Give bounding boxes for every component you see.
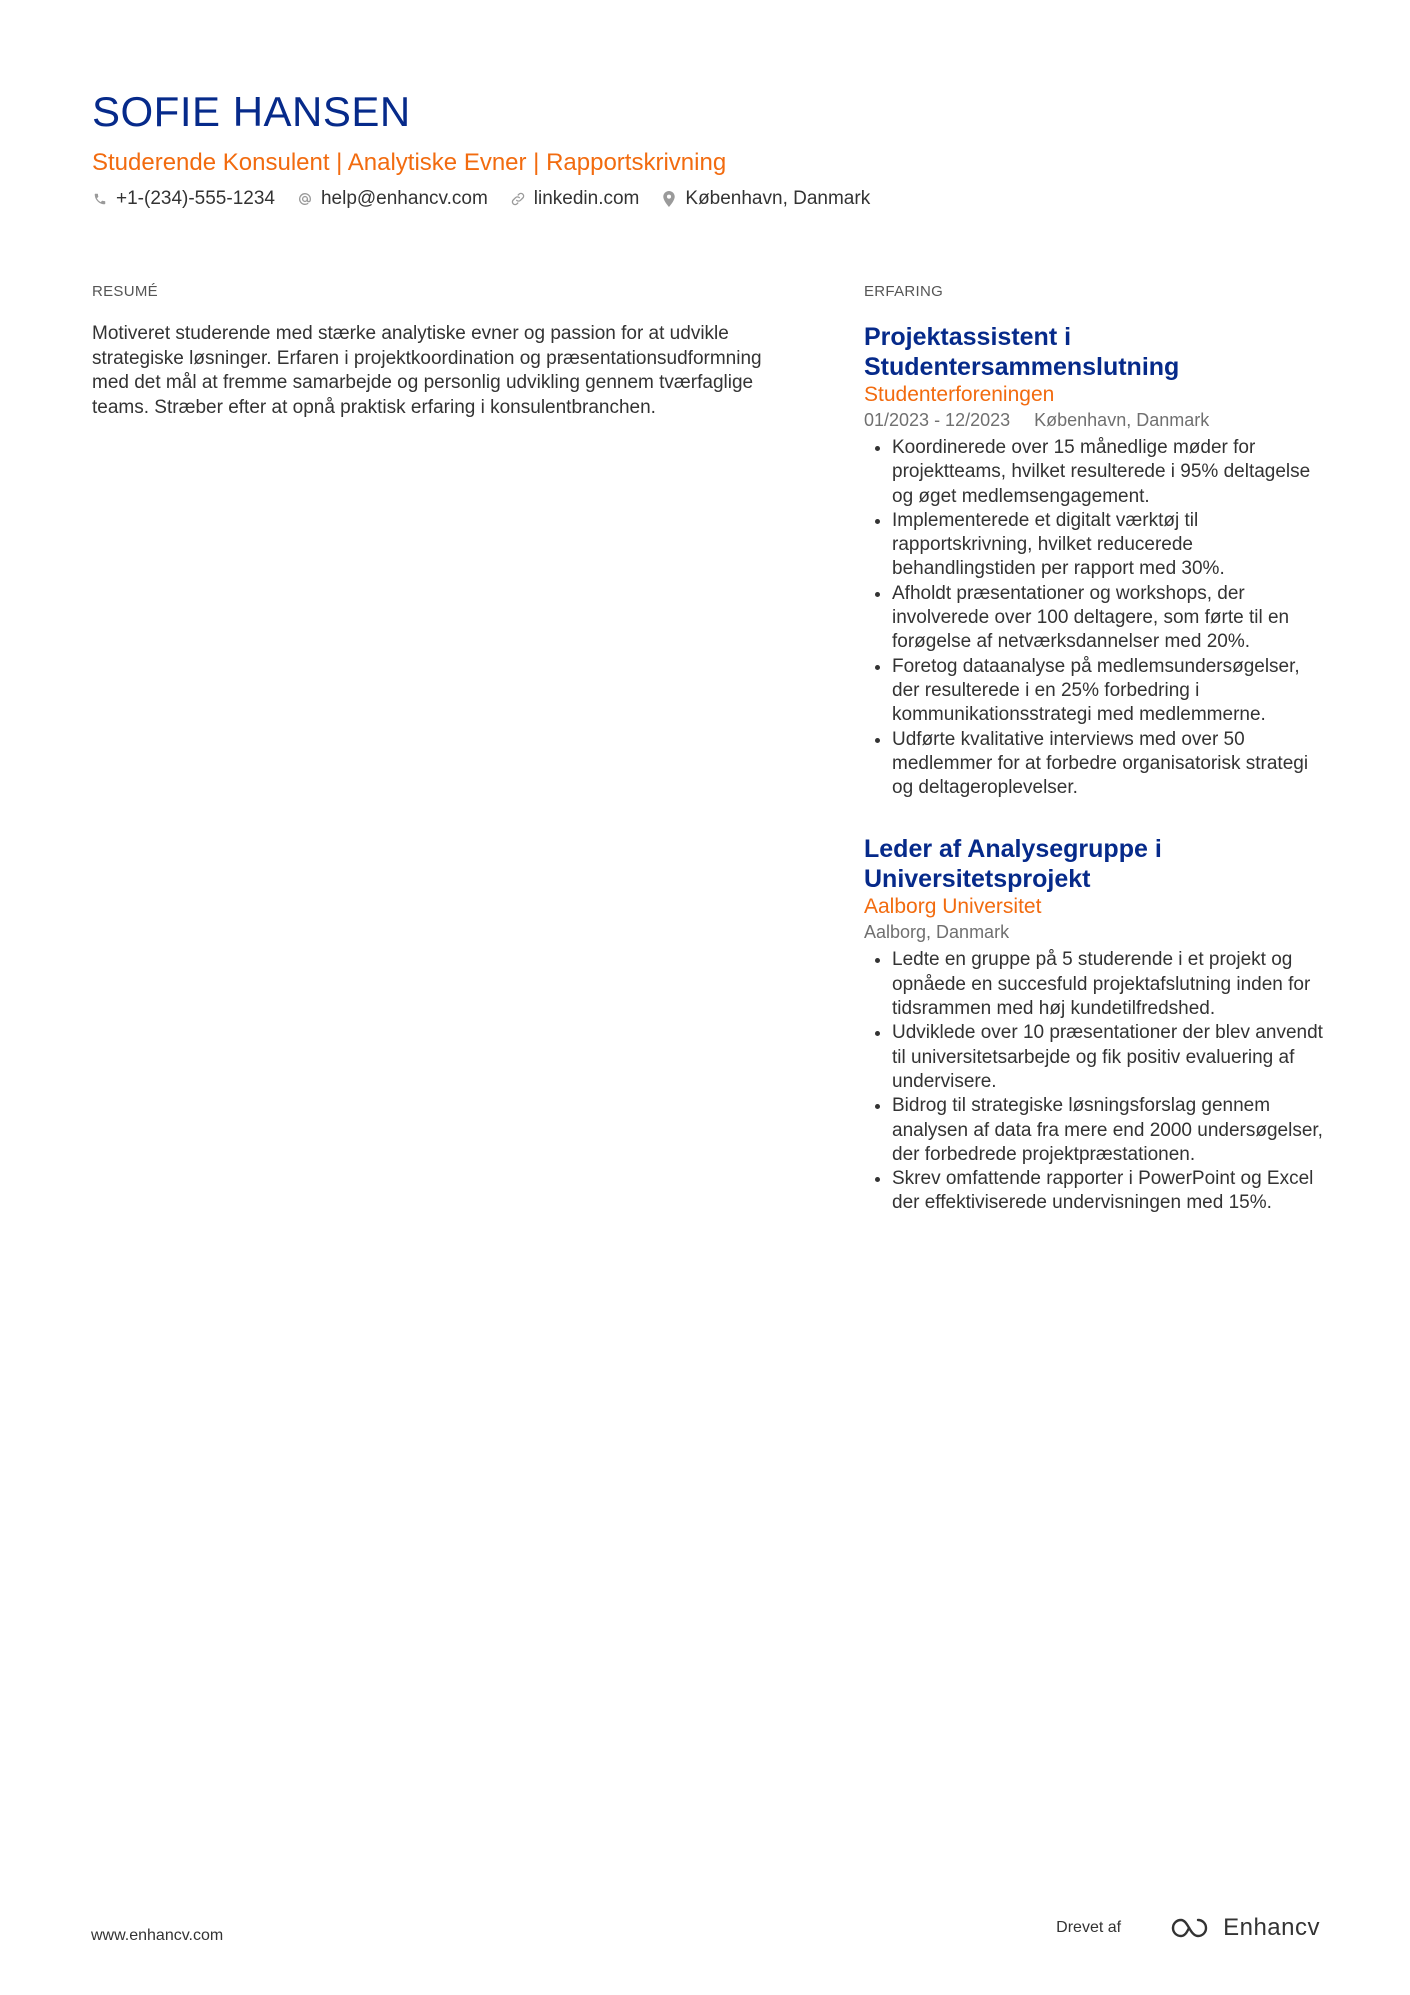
summary-text: Motiveret studerende med stærke analytiske evner og passion for at udvikle strategiske løsninger. Erfaren i projektkoordination og præsentationsudformning med det mål at fremme samarbejde og personlig udvikling gennem tværfaglige teams. Stræber efter at opnå praktisk erfaring i konsulentbranchen. bbox=[92, 323, 762, 418]
job-bullet: Afholdt præsentationer og workshops, der involverede over 100 deltagere, som førte til en forøgelse af netværksdannelser med 20%. bbox=[864, 582, 1324, 655]
experience-section-title: ERFARING bbox=[864, 283, 944, 300]
job-bullet: Udførte kvalitative interviews med over 50 medlemmer for at forbedre organisatorisk strategi og deltageroplevelser. bbox=[864, 728, 1324, 801]
job-meta bbox=[864, 920, 1324, 944]
resume-header bbox=[92, 86, 1322, 212]
footer-brand bbox=[1056, 1914, 1320, 1942]
powered-by-text: Drevet af bbox=[1056, 1919, 1122, 1936]
candidate-name: SOFIE HANSEN bbox=[92, 88, 411, 135]
contact-location bbox=[661, 186, 870, 212]
right-column bbox=[864, 282, 1324, 1250]
footer-url[interactable]: www.enhancv.com bbox=[91, 1927, 224, 1944]
brand-logo[interactable] bbox=[1169, 1914, 1320, 1942]
left-column bbox=[92, 282, 792, 420]
location-pin-icon bbox=[661, 191, 677, 207]
job-bullet: Foretog dataanalyse på medlemsundersøgelser, der resulterede i en 25% forbedring i kommunikationsstrategi med medlemmerne. bbox=[864, 655, 1324, 728]
phone-text: +1-(234)-555-1234 bbox=[116, 188, 275, 209]
location-text: København, Danmark bbox=[685, 188, 871, 209]
contact-info bbox=[92, 186, 1322, 212]
job-bullets bbox=[864, 948, 1324, 1215]
job-bullet: Skrev omfattende rapporter i PowerPoint og Excel der effektiviserede undervisningen med 15%. bbox=[864, 1167, 1324, 1216]
email-text: help@enhancv.com bbox=[320, 188, 488, 209]
summary-section-title: RESUMÉ bbox=[92, 283, 158, 300]
job-meta bbox=[864, 408, 1324, 432]
job-bullets bbox=[864, 436, 1324, 800]
job-entry bbox=[864, 322, 1324, 800]
job-bullet: Implementerede et digitalt værktøj til rapportskrivning, hvilket reducerede behandlingstiden per rapport med 30%. bbox=[864, 509, 1324, 582]
brand-name: Enhancv bbox=[1223, 1914, 1320, 1941]
contact-phone bbox=[92, 186, 275, 212]
job-bullet: Koordinerede over 15 månedlige møder for projektteams, hvilket resulterede i 95% deltagelse og øget medlemsengagement. bbox=[864, 436, 1324, 509]
job-dates: 01/2023 - 12/2023 bbox=[864, 410, 1011, 430]
job-bullet: Ledte en gruppe på 5 studerende i et projekt og opnåede en succesfuld projektafslutning inden for tidsrammen med høj kundetilfredshed. bbox=[864, 948, 1324, 1021]
linkedin-text: linkedin.com bbox=[533, 188, 640, 209]
contact-email[interactable] bbox=[297, 186, 488, 212]
job-company: Aalborg Universitet bbox=[864, 895, 1042, 919]
job-bullet: Udviklede over 10 præsentationer der blev anvendt til universitetsarbejde og fik positiv evaluering af undervisere. bbox=[864, 1021, 1324, 1094]
job-title: Projektassistent i Studentersammenslutning bbox=[864, 323, 1180, 381]
candidate-tagline: Studerende Konsulent | Analytiske Evner | Rapportskrivning bbox=[92, 149, 727, 176]
job-company: Studenterforeningen bbox=[864, 383, 1055, 406]
job-title: Leder af Analysegruppe i Universitetsprojekt bbox=[864, 835, 1162, 894]
link-icon bbox=[510, 191, 526, 207]
enhancv-logo-icon bbox=[1169, 1915, 1215, 1941]
job-location: Aalborg, Danmark bbox=[864, 922, 1010, 943]
job-entry bbox=[864, 834, 1324, 1215]
phone-icon bbox=[92, 191, 108, 207]
job-bullet: Bidrog til strategiske løsningsforslag gennem analysen af data fra mere end 2000 undersøgelser, der forbedrede projektpræstationen. bbox=[864, 1094, 1324, 1167]
contact-linkedin[interactable] bbox=[510, 186, 640, 212]
job-location: København, Danmark bbox=[1034, 410, 1210, 430]
at-icon bbox=[297, 191, 313, 207]
